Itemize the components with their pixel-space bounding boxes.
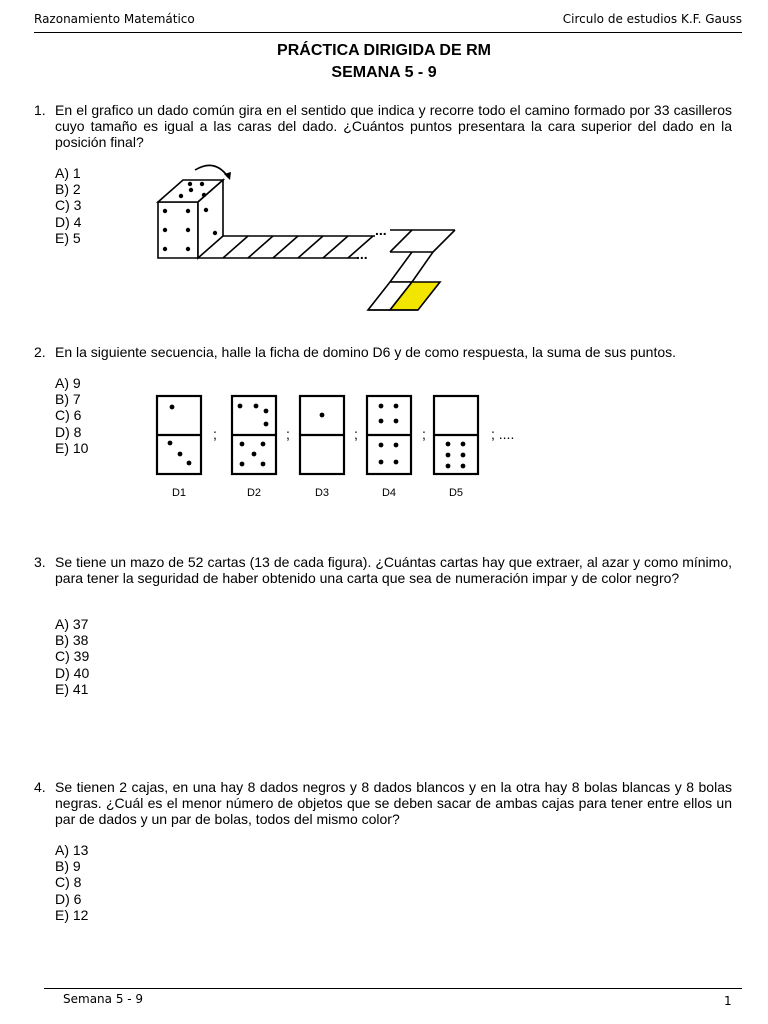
question-number: 1. (34, 102, 46, 118)
dice-path-figure (150, 155, 460, 315)
question-1 (34, 102, 732, 150)
page-header (34, 10, 742, 33)
page-number: 1 (724, 994, 732, 1008)
question-2 (34, 344, 732, 360)
option-b: B) 2 (55, 181, 81, 198)
option-a: A) 37 (55, 616, 89, 632)
options-list (55, 616, 89, 697)
sequence-continuation: ; .... (491, 426, 515, 442)
header-left: Razonamiento Matemático (34, 12, 195, 26)
question-number: 4. (34, 779, 46, 795)
option-d: D) 40 (55, 664, 90, 681)
question-number: 3. (34, 554, 46, 570)
separator: ; (422, 426, 426, 442)
domino-label: D3 (314, 487, 330, 499)
option-d: D) 8 (55, 423, 82, 440)
options-list (55, 165, 81, 246)
option-e: E) 10 (55, 439, 89, 456)
question-text: En la siguiente secuencia, halle la ficha de domino D6 y de como respuesta, la suma de sus puntos. (55, 344, 677, 360)
domino-label: D1 (171, 487, 187, 499)
domino-label: D5 (448, 487, 464, 499)
option-c: C) 8 (55, 874, 82, 891)
question-text: Se tiene un mazo de 52 cartas (13 de cada figura). ¿Cuántas cartas hay que extraer, al azar y como mínimo, para tener la seguridad de haber obtenido una carta que sea de numeración impar y de color negro? (55, 554, 732, 586)
question-number: 2. (34, 344, 46, 360)
option-c: C) 3 (55, 197, 82, 214)
options-list (55, 842, 88, 923)
rotation-arrow (195, 165, 228, 177)
option-c: C) 39 (55, 648, 90, 665)
option-e: E) 12 (55, 906, 89, 923)
option-b: B) 38 (55, 632, 89, 649)
option-d: D) 4 (55, 213, 82, 230)
option-d: D) 6 (55, 890, 82, 907)
separator: ; (354, 426, 358, 442)
option-a: A) 1 (55, 165, 81, 181)
option-b: B) 9 (55, 858, 81, 875)
domino-label: D2 (246, 487, 262, 499)
domino-label: D4 (381, 487, 397, 499)
domino-sequence-figure (150, 390, 540, 505)
option-c: C) 6 (55, 407, 82, 424)
option-a: A) 13 (55, 842, 89, 858)
option-b: B) 7 (55, 391, 81, 408)
header-right: Circulo de estudios K.F. Gauss (562, 12, 742, 26)
option-e: E) 41 (55, 680, 89, 697)
path-ellipsis-top: ... (375, 222, 387, 238)
question-text: En el grafico un dado común gira en el sentido que indica y recorre todo el camino formado por 33 casilleros cuyo tamaño es igual a las caras del dado. ¿Cuántos puntos presentara la cara superior del dado en la posición final? (55, 102, 732, 150)
separator: ; (213, 426, 217, 442)
option-e: E) 5 (55, 229, 81, 246)
separator: ; (286, 426, 290, 442)
option-a: A) 9 (55, 375, 81, 391)
question-4 (34, 779, 732, 827)
page-subtitle: SEMANA 5 - 9 (331, 64, 437, 81)
footer-left: Semana 5 - 9 (63, 992, 144, 1006)
footer-rule (44, 988, 742, 989)
page-title: PRÁCTICA DIRIGIDA DE RM (277, 42, 491, 59)
options-list (55, 375, 88, 456)
path-ellipsis-bottom: ... (356, 246, 368, 262)
question-text: Se tienen 2 cajas, en una hay 8 dados negros y 8 dados blancos y en la otra hay 8 bolas blancas y 8 bolas negras. ¿Cuál es el menor número de objetos que se deben sacar de ambas cajas para tener entre ellos un par de dados y un par de bolas, todos del mismo color? (55, 779, 732, 827)
question-3 (34, 554, 732, 586)
